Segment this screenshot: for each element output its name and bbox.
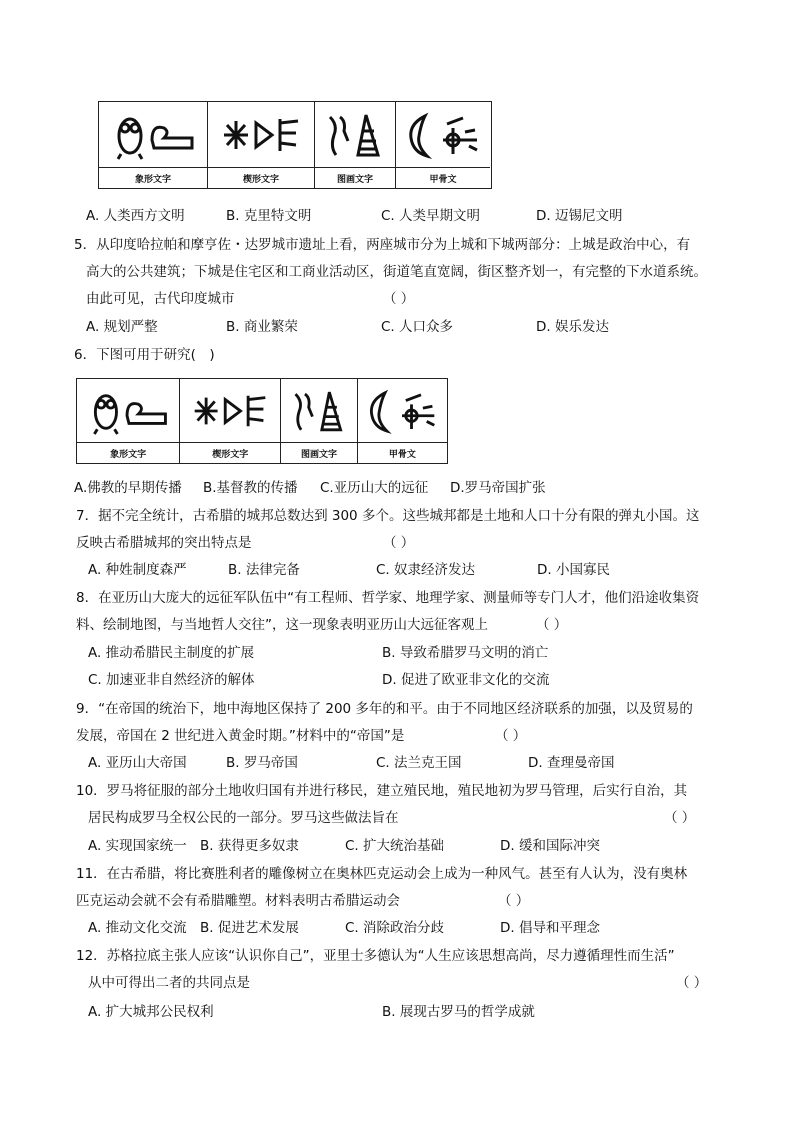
q4-option-d[interactable]: D. 迈锡尼文明 [536,208,623,224]
q6-option-a[interactable]: A.佛教的早期传播 [74,480,182,496]
oracle-bone-icon [396,102,490,167]
hieroglyph-owl-icon [99,102,207,167]
figure-cell-oracle-bone [358,379,447,463]
q5-stem-line-3: 由此可见，古代印度城市 [86,291,235,307]
q10-stem-line-2: 居民构成罗马全权公民的一部分。罗马这些做法旨在 [88,810,399,826]
figure-cell-hieroglyph [99,102,208,188]
q12-stem-line-1: 12．苏格拉底主张人应该“认识你自己”，亚里士多德认为“人生应该思想高尚，尽力遵循理性而生活” [76,948,675,964]
q7-option-b[interactable]: B. 法律完备 [228,562,300,578]
q8-option-a[interactable]: A. 推动希腊民主制度的扩展 [88,645,255,661]
q9-option-a[interactable]: A. 亚历山大帝国 [88,755,187,771]
q12-option-a[interactable]: A. 扩大城邦公民权利 [88,1004,214,1020]
q7-stem-line-1: 7．据不完全统计，古希腊的城邦总数达到 300 多个。这些城邦都是土地和人口十分有限的弹丸小国。这 [76,508,700,524]
figure-caption: 楔形文字 [208,167,314,188]
q5-option-b[interactable]: B. 商业繁荣 [226,319,298,335]
figure-caption: 甲骨文 [358,442,447,463]
figure-cell-oracle-bone [396,102,490,188]
figure-caption: 甲骨文 [396,167,490,188]
q8-option-b[interactable]: B. 导致希腊罗马文明的消亡 [382,645,549,661]
q5-option-d[interactable]: D. 娱乐发达 [536,319,609,335]
q8-stem-line-1: 8．在亚历山大庞大的远征军队伍中“有工程师、哲学家、地理学家、测量师等专门人才，他们沿途收集资 [76,590,700,606]
q9-option-d[interactable]: D. 查理曼帝国 [528,755,615,771]
pictograph-icon [315,102,395,167]
q9-stem-line-2: 发展，帝国在 2 世纪进入黄金时期。”材料中的“帝国”是 [76,728,405,744]
q5-answer-blank[interactable]: （ ） [383,291,415,307]
figure-cell-pictograph [281,379,357,463]
q4-option-b[interactable]: B. 克里特文明 [226,208,312,224]
q4-option-a[interactable]: A. 人类西方文明 [86,208,185,224]
q5-option-c[interactable]: C. 人口众多 [381,319,454,335]
q11-option-d[interactable]: D. 倡导和平理念 [500,920,600,936]
figure-caption: 图画文字 [315,167,395,188]
q11-option-c[interactable]: C. 消除政治分歧 [345,920,445,936]
figure-caption: 楔形文字 [180,442,280,463]
q6-option-c[interactable]: C.亚历山大的远征 [320,480,429,496]
q8-stem-line-2: 料、绘制地图，与当地哲人交往”，这一现象表明亚历山大远征客观上 [76,617,488,633]
q5-option-a[interactable]: A. 规划严整 [86,319,158,335]
q9-stem-line-1: 9．“在帝国的统治下，地中海地区保持了 200 多年的和平。由于不同地区经济联系的加强，以及贸易的 [76,701,693,717]
ancient-scripts-figure-2 [76,378,448,464]
q9-option-b[interactable]: B. 罗马帝国 [226,755,298,771]
figure-caption: 象形文字 [99,167,207,188]
q6-option-b[interactable]: B.基督教的传播 [203,480,298,496]
q10-option-c[interactable]: C. 扩大统治基础 [345,838,445,854]
figure-cell-cuneiform [208,102,315,188]
q5-stem-line-2: 高大的公共建筑；下城是住宅区和工商业活动区，街道笔直宽阔，街区整齐划一，有完整的下水道系统。 [86,264,707,280]
q9-option-c[interactable]: C. 法兰克王国 [376,755,462,771]
oracle-bone-icon [358,379,447,442]
q7-option-c[interactable]: C. 奴隶经济发达 [376,562,476,578]
q5-stem-line-1: 5．从印度哈拉帕和摩亨佐・达罗城市遗址上看，两座城市分为上城和下城两部分：上城是政治中心，有 [74,237,691,253]
q10-option-a[interactable]: A. 实现国家统一 [88,838,187,854]
q11-stem-line-1: 11．在古希腊，将比赛胜利者的雕像树立在奥林匹克运动会上成为一种风气。甚至有人认为，没有奥林 [76,866,688,882]
q7-stem-line-2: 反映古希腊城邦的突出特点是 [76,535,252,551]
q12-answer-blank[interactable]: （ ） [676,975,708,991]
q12-option-b[interactable]: B. 展现古罗马的哲学成就 [382,1004,535,1020]
q7-answer-blank[interactable]: （ ） [383,535,415,551]
cuneiform-icon [180,379,280,442]
q9-answer-blank[interactable]: （ ） [495,728,527,744]
q7-option-a[interactable]: A. 种姓制度森严 [88,562,187,578]
q4-option-c[interactable]: C. 人类早期文明 [381,208,481,224]
q11-answer-blank[interactable]: （ ） [498,893,530,909]
q11-option-b[interactable]: B. 促进艺术发展 [200,920,299,936]
q10-answer-blank[interactable]: （ ） [664,810,696,826]
ancient-scripts-figure-1 [98,101,492,189]
q7-option-d[interactable]: D. 小国寡民 [537,562,610,578]
q8-option-c[interactable]: C. 加速亚非自然经济的解体 [88,672,255,688]
pictograph-icon [281,379,356,442]
q10-stem-line-1: 10．罗马将征服的部分土地收归国有并进行移民，建立殖民地，殖民地初为罗马管理，后实行自治，其 [76,783,688,799]
figure-cell-hieroglyph [77,379,180,463]
q8-answer-blank[interactable]: （ ） [536,617,568,633]
q8-option-d[interactable]: D. 促进了欧亚非文化的交流 [382,672,550,688]
q12-stem-line-2: 从中可得出二者的共同点是 [88,975,250,991]
figure-cell-pictograph [315,102,396,188]
q11-option-a[interactable]: A. 推动文化交流 [88,920,187,936]
cuneiform-icon [208,102,314,167]
q6-option-d[interactable]: D.罗马帝国扩张 [450,480,546,496]
figure-caption: 图画文字 [281,442,356,463]
figure-caption: 象形文字 [77,442,179,463]
q11-stem-line-2: 匹克运动会就不会有希腊雕塑。材料表明古希腊运动会 [76,893,400,909]
figure-cell-cuneiform [180,379,281,463]
q10-option-d[interactable]: D. 缓和国际冲突 [500,838,600,854]
hieroglyph-owl-icon [77,379,179,442]
q6-stem: 6．下图可用于研究( ) [74,347,215,363]
q10-option-b[interactable]: B. 获得更多奴隶 [200,838,299,854]
